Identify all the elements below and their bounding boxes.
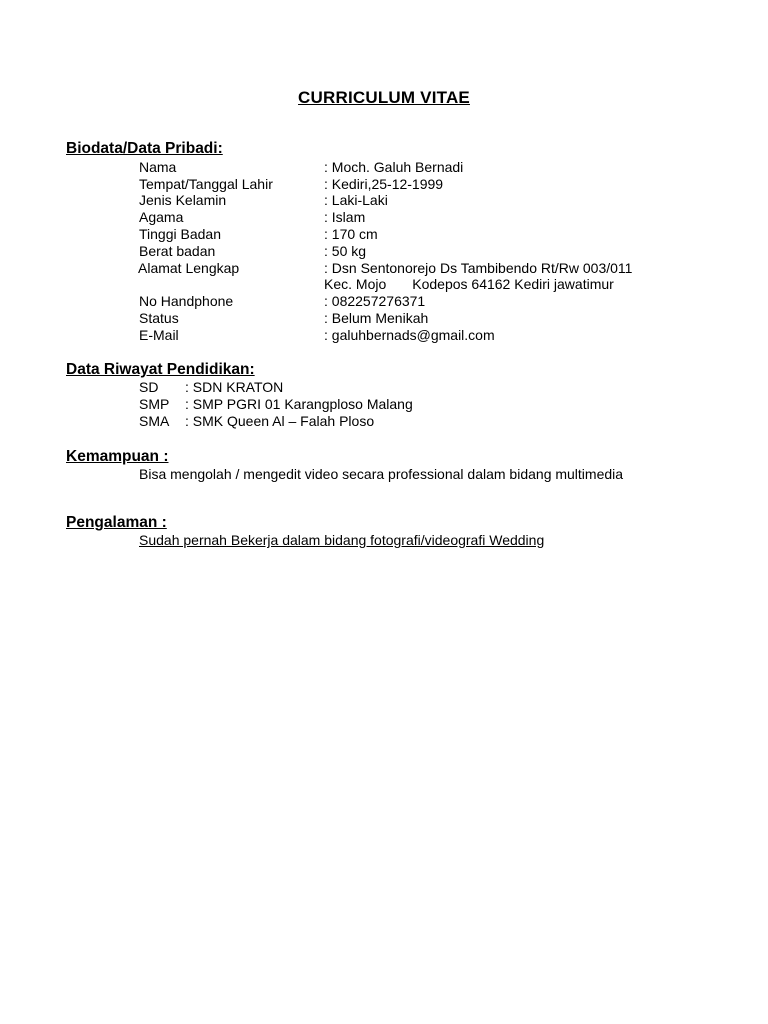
field-value: : Belum Menikah [324, 310, 429, 326]
field-label: Jenis Kelamin [139, 192, 227, 208]
field-value: : Laki-Laki [324, 192, 388, 208]
school-level: SMP [139, 396, 170, 412]
field-label: Status [139, 310, 179, 326]
section-heading-pendidikan: Data Riwayat Pendidikan: [66, 361, 255, 378]
school-name: : SDN KRATON [185, 379, 284, 395]
field-label: Tempat/Tanggal Lahir [139, 176, 273, 192]
section-heading-pengalaman: Pengalaman : [66, 514, 167, 531]
field-label: Alamat Lengkap [138, 260, 240, 276]
address-kodepos: Kodepos 64162 Kediri jawatimur [412, 276, 614, 292]
field-value: : 50 kg [324, 243, 367, 259]
field-value: : Moch. Galuh Bernadi [324, 159, 464, 175]
field-value: : 170 cm [324, 226, 378, 242]
field-label: Berat badan [139, 243, 216, 259]
school-level: SD [139, 379, 159, 395]
field-value: : Kediri,25-12-1999 [324, 176, 444, 192]
field-label: No Handphone [139, 293, 234, 309]
field-value: : galuhbernads@gmail.com [324, 327, 495, 343]
section-heading-biodata: Biodata/Data Pribadi: [66, 140, 223, 157]
field-label: Nama [139, 159, 177, 175]
document-title: CURRICULUM VITAE [298, 88, 470, 107]
field-value: : 082257276371 [324, 293, 426, 309]
pengalaman-text: Sudah pernah Bekerja dalam bidang fotografi/videografi Wedding [139, 532, 545, 548]
field-value: : Islam [324, 209, 366, 225]
address-kecamatan: Kec. Mojo [324, 276, 387, 292]
field-value: : Dsn Sentonorejo Ds Tambibendo Rt/Rw 003/011 [324, 260, 633, 276]
school-name: : SMK Queen Al – Falah Ploso [185, 413, 375, 429]
field-label: Tinggi Badan [139, 226, 221, 242]
kemampuan-text: Bisa mengolah / mengedit video secara professional dalam bidang multimedia [139, 466, 624, 482]
field-value-continued [324, 276, 614, 293]
field-label: Agama [139, 209, 184, 225]
section-heading-kemampuan: Kemampuan : [66, 448, 169, 465]
field-label: E-Mail [139, 327, 179, 343]
school-name: : SMP PGRI 01 Karangploso Malang [185, 396, 413, 412]
school-level: SMA [139, 413, 170, 429]
